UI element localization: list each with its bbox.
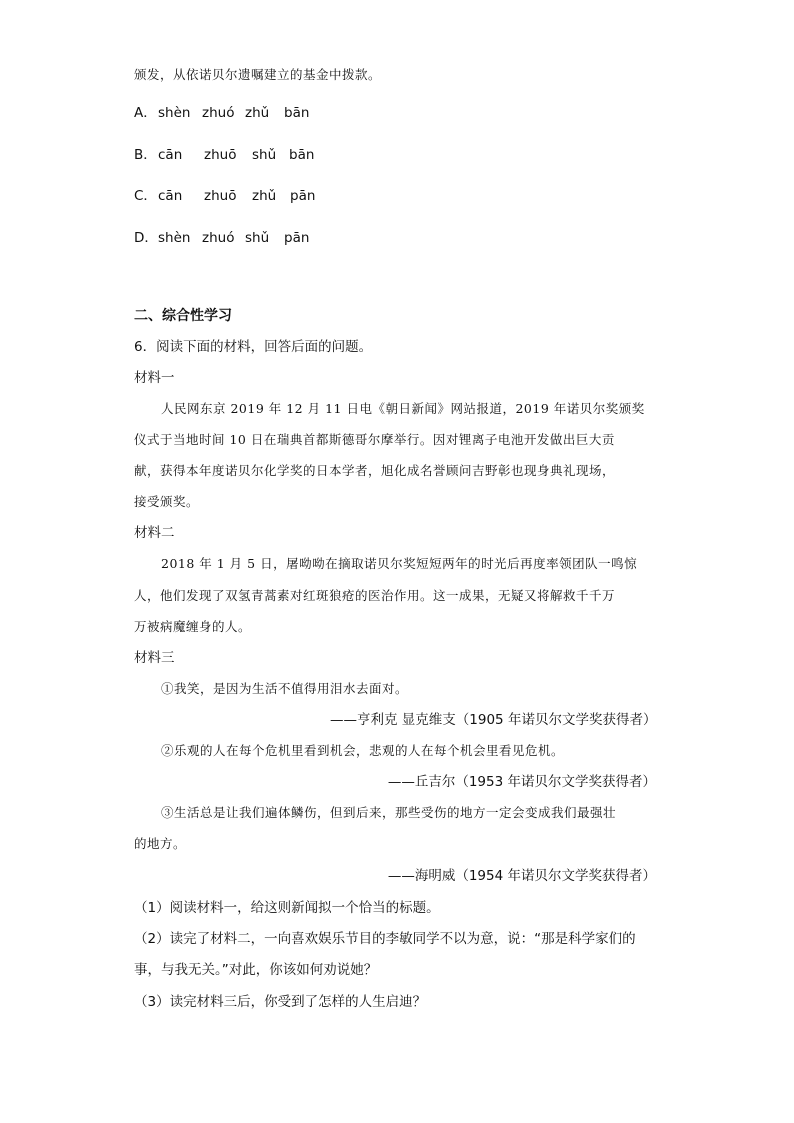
option-letter: A．: [134, 105, 157, 121]
option-letter: B．: [134, 147, 157, 163]
pinyin: zhǔ: [245, 105, 270, 121]
material2-line: 万被病魔缠身的人。: [134, 619, 252, 634]
quote-3-line: ③生活总是让我们遍体鳞伤，但到后来，那些受伤的地方一定会变成我们最强壮: [161, 805, 617, 820]
option-letter: D．: [134, 230, 158, 246]
pinyin: bān: [289, 147, 315, 163]
quote-1: ①我笑，是因为生活不值得用泪水去面对。: [161, 681, 409, 696]
pinyin: cān: [158, 147, 183, 163]
subquestion-2-line: 事，与我无关。”对此，你该如何劝说她？: [134, 962, 378, 978]
pinyin: shèn: [158, 230, 191, 246]
material2-label: 材料二: [134, 525, 175, 541]
section-title: 二、综合性学习: [134, 308, 232, 324]
pinyin: shǔ: [245, 230, 270, 246]
pinyin: pān: [284, 230, 310, 246]
attribution-2: ——丘吉尔（1953 年诺贝尔文学奖获得者）: [387, 774, 656, 790]
pinyin: pān: [290, 188, 316, 204]
material2-line: 人，他们发现了双氢青蒿素对红斑狼疮的医治作用。这一成果，无疑又将解救千千万: [134, 588, 616, 603]
pinyin: zhuō: [204, 147, 237, 163]
material1-line: 接受颁奖。: [134, 494, 200, 509]
material2-line: 2018 年 1 月 5 日，屠呦呦在摘取诺贝尔奖短短两年的时光后再度率领团队一鸣惊: [161, 556, 638, 571]
subquestion-3: （3）读完材料三后，你受到了怎样的人生启迪？: [134, 994, 427, 1010]
quote-2: ②乐观的人在每个危机里看到机会，悲观的人在每个机会里看见危机。: [161, 743, 565, 758]
question-stem: 6．阅读下面的材料，回答后面的问题。: [134, 339, 373, 355]
material1-line: 仪式于当地时间 10 日在瑞典首都斯德哥尔摩举行。因对锂离子电池开发做出巨大贡: [134, 432, 615, 447]
pinyin: zhǔ: [252, 188, 277, 204]
pinyin: cān: [158, 188, 183, 204]
option-a[interactable]: [134, 104, 309, 122]
pinyin: zhuō: [204, 188, 237, 204]
material1-line: 人民网东京 2019 年 12 月 11 日电《朝日新闻》网站报道，2019 年诺贝尔奖颁奖: [161, 401, 645, 416]
material1-line: 献，获得本年度诺贝尔化学奖的日本学者，旭化成名誉顾问吉野彰也现身典礼现场，: [134, 463, 616, 478]
option-d[interactable]: [134, 229, 309, 247]
pinyin: zhuó: [202, 105, 235, 121]
pinyin: bān: [284, 105, 310, 121]
pinyin: shǔ: [252, 147, 277, 163]
pinyin: zhuó: [202, 230, 235, 246]
material3-label: 材料三: [134, 650, 175, 666]
subquestion-1: （1）阅读材料一，给这则新闻拟一个恰当的标题。: [134, 900, 440, 916]
option-b[interactable]: [134, 146, 314, 164]
option-c[interactable]: [134, 187, 315, 205]
option-letter: C．: [134, 188, 157, 204]
quote-3-line: 的地方。: [134, 836, 187, 851]
material1-label: 材料一: [134, 370, 175, 386]
attribution-1: ——亨利克 显克维支（1905 年诺贝尔文学奖获得者）: [330, 712, 657, 728]
subquestion-2-line: （2）读完了材料二，一向喜欢娱乐节目的李敏同学不以为意，说：“那是科学家们的: [134, 931, 636, 947]
pinyin: shèn: [158, 105, 191, 121]
continuation-text: 颁发，从依诺贝尔遗嘱建立的基金中拨款。: [134, 67, 382, 82]
attribution-3: ——海明威（1954 年诺贝尔文学奖获得者）: [387, 868, 656, 884]
